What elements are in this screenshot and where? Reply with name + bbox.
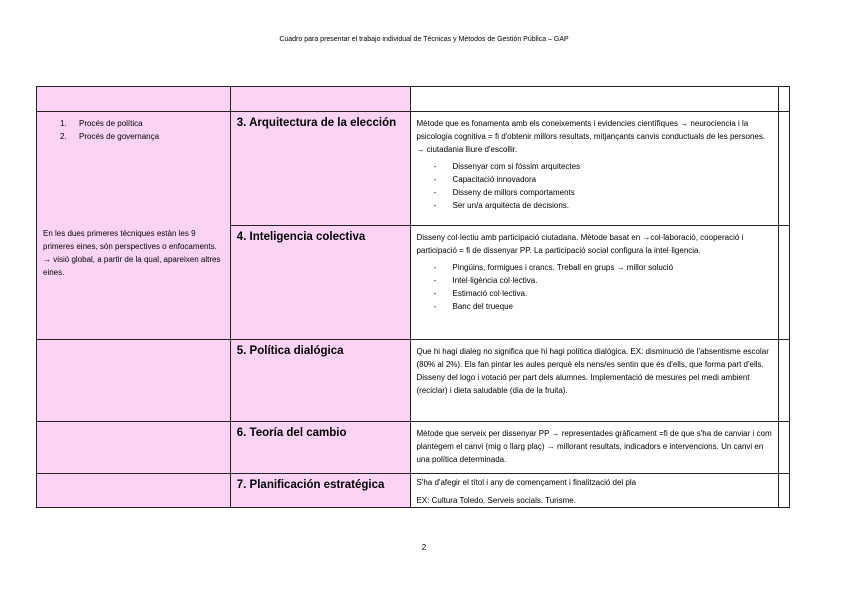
technique-title: 5. Política dialógica bbox=[236, 345, 344, 357]
description-cell bbox=[411, 340, 778, 422]
table-header-row bbox=[37, 87, 790, 112]
page-number: 2 bbox=[421, 543, 427, 552]
extra-cell bbox=[778, 474, 789, 508]
header-cell-technique bbox=[230, 87, 411, 112]
header-cell-extra bbox=[778, 87, 789, 112]
process-list bbox=[37, 117, 230, 143]
document-header: Cuadro para presentar el trabajo individual de Técnicas y Métodos de Gestión Pública – GAP bbox=[279, 36, 569, 43]
header-cell-left bbox=[37, 87, 231, 112]
list-item: - Pingüins, formigues i crancs. Treball en grups → millor solució bbox=[452, 261, 771, 274]
left-column-cell bbox=[37, 112, 231, 340]
list-item: - Intel·ligència col·lectiva. bbox=[452, 274, 771, 287]
list-item: - Capacitació innovadora bbox=[452, 173, 771, 186]
left-note: En les dues primeres tècniques estàn les 9 primeres eines, són perspectives o enfocaments. → visió global, a partir de la qual, apareixen altres eines. bbox=[43, 229, 221, 277]
list-item: - Ser un/a arquitecta de decisions. bbox=[452, 199, 771, 212]
technique-cell bbox=[230, 474, 411, 508]
table-row bbox=[37, 112, 790, 226]
technique-title: 3. Arquitectura de la elección bbox=[236, 117, 397, 129]
list-item: - Dissenyar com si fóssim arquitectes bbox=[452, 160, 771, 173]
technique-cell bbox=[230, 226, 411, 340]
description-example: EX: Cultura Toledo. Serveis socials. Turisme. bbox=[416, 496, 576, 505]
description-text: Mètode que es fonamenta amb els coneixements i evidencies científiques → neurociencia i la psicologia cognitiva = fi d'obtenir millors resultats, mitjançants canvis conductuals de les persones. → ciutadania lliure d'escollir. bbox=[416, 119, 766, 154]
assignment-table bbox=[36, 86, 790, 508]
technique-title: 4. Inteligencia colectiva bbox=[236, 231, 366, 243]
technique-title: 6. Teoría del cambio bbox=[236, 427, 347, 439]
description-cell bbox=[411, 474, 778, 508]
left-column-cell bbox=[37, 422, 231, 474]
extra-cell bbox=[778, 112, 789, 226]
technique-cell bbox=[230, 340, 411, 422]
extra-cell bbox=[778, 340, 789, 422]
bullet-list bbox=[416, 261, 771, 313]
description-text: Que hi hagi dialeg no significa que hi hagi política dialógica. EX: disminució de l'absentisme escolar (80% al 2%). Els fan pintar les aules perquè els nens/es sentin que és d'ells, que forma part d'ells. Disseny del logo i votació per part dels alumnes. Implementació de mesures pel medi ambient (reciclar) i dieta saludable (dia de la fruita). bbox=[416, 347, 769, 395]
list-item: - Estimació col·lectiva. bbox=[452, 287, 771, 300]
description-text: Disseny col·lectiu amb participació ciutadana. Mètode basat en →col·laboració, cooperació i participació = fi de dissenyar PP. La participació social configura la intel·ligencia. bbox=[416, 233, 744, 255]
list-item: - Disseny de millors comportaments bbox=[452, 186, 771, 199]
description-text: Mètode que serveix per dissenyar PP → representades gràficament =fi de que s'ha de canviar i com plantegem el canvi (mig o llarg plaç) → millorant resultats, indicadors e intervencions. Un canvi en una política determinada. bbox=[416, 429, 772, 464]
description-text: S'ha d'afegir el títol i any de començament i finalització del pla bbox=[416, 478, 637, 487]
list-item: 2. Procés de governança bbox=[60, 132, 160, 141]
technique-title: 7. Planificación estratégica bbox=[236, 479, 385, 491]
extra-cell bbox=[778, 226, 789, 340]
description-cell bbox=[411, 226, 778, 340]
header-cell-description bbox=[411, 87, 778, 112]
list-item: 1. Procés de política bbox=[60, 119, 143, 128]
description-cell bbox=[411, 112, 778, 226]
technique-cell bbox=[230, 112, 411, 226]
table-row bbox=[37, 474, 790, 508]
table-row bbox=[37, 422, 790, 474]
description-cell bbox=[411, 422, 778, 474]
left-column-cell bbox=[37, 340, 231, 422]
left-column-cell bbox=[37, 474, 231, 508]
bullet-list bbox=[416, 160, 771, 212]
technique-cell bbox=[230, 422, 411, 474]
list-item: - Banc del trueque bbox=[452, 300, 771, 313]
table-row bbox=[37, 340, 790, 422]
extra-cell bbox=[778, 422, 789, 474]
